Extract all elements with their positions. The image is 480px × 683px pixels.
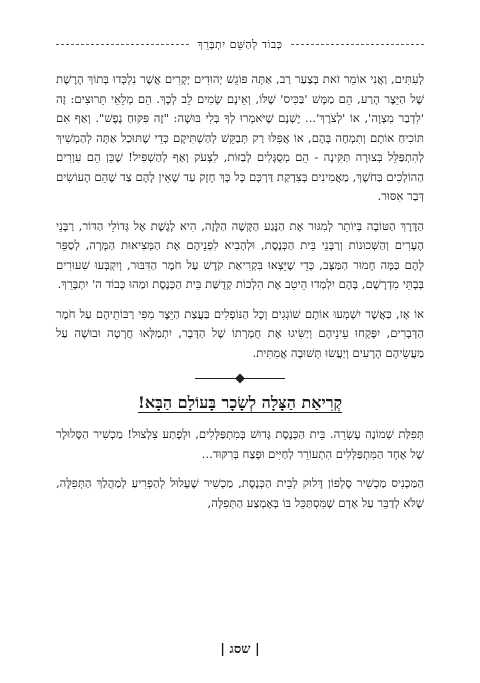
section-paragraph-2: הַמַּכְנִיס מַכְשִׁיר סֶלְפוֹן דָּלוּק לְבֵית הַכְּנֶסֶת, מַכְשִׁיר שֶׁעָלוּל לְהַפְרִיעַ לְמַהֲלַךְ הַתְּפִלָּה, שֶׁלֹּא לְדַבֵּר עַל אָדָם שֶׁמִּסְתַּכֵּל בּוֹ בְּאֶמְצַע הַתְּפִלָּה, [56, 476, 424, 510]
divider-diamond-icon [235, 374, 245, 384]
running-header [56, 38, 424, 51]
section-heading: קְרִיאַת הַצָּלָה לְשָׂכָר בָּעוֹלָם הַבָּא! [137, 393, 343, 412]
page-body [56, 70, 424, 523]
paragraph-3: אוֹ אָז, כַּאֲשֶׁר יִשְׁמְעוּ אוֹתָם שׁוֹגְגִים וְכָל הַנּוֹפְלִים בַּעֲצַת הַיֵּצֶר מִפִּי רַבּוֹתֵיהֶם עַל חֹמֶר הַדְּבָרִים, יִפָּקְחוּ עֵינֵיהֶם וְיַשִּׂיגוּ אֶת חֻמְרָתוֹ שֶׁל הַדָּבָר, יִתְמַלְּאוּ חֲרָטָה וּבוּשָׁה עַל מַעֲשֵׂיהֶם הָרָעִים וְיַעֲשׂוּ תְּשׁוּבָה אֲמִתִּית. [56, 306, 424, 360]
page [56, 0, 424, 683]
paragraph-2: הַדֶּרֶךְ הַטּוֹבָה בְּיוֹתֵר לְמִגּוּר אֶת הַנֶּגַע הַקָּשֶׁה הַלָּזֶה, הִיא לָגֶשֶׁת אֶל גְּדוֹלֵי הַדּוֹר, רַבָּנֵי הֶעָרִים וְהַשְּׁכוּנוֹת וְרַבָּנֵי בֵּית הַכְּנֶסֶת, וּלְהָבִיא לִפְנֵיהֶם אֶת הַמְּצִיאוּת הַמָּרָה, לְסַפֵּר לָהֶם כַּמָּה חָמוּר הַמַּצָּב, כְּדֵי שֶׁיֵּצְאוּ בִּקְרִיאַת קֹדֶשׁ עַל חֹמֶר הַדִּבּוּר, וְיִקְבְּעוּ שִׁעוּרִים בְּבָתֵּי מִדְרָשָׁם, בָּהֶם יִלְמְדוּ הֵיטֵב אֶת הִלְכוֹת קְדֻשַּׁת בֵּית הַכְּנֶסֶת וּמַהוּ כְּבוֹד ה' יִתְבָּרֵךְ. [56, 218, 424, 291]
paragraph-1: לְעִתִּים, וַאֲנִי אוֹמֵר זֹאת בְּצַעַר רַב, אַתָּה פּוֹגֵשׁ יְהוּדִים יְקָרִים אֲשֶׁר נִלְכְּדוּ בְּתוֹךְ הָרֶשֶׁת שֶׁל הַיֵּצֶר הָרַע, הֵם מַמָּשׁ 'בַּכִּיס' שֶׁלּוֹ, וְאֵינָם שָׂמִים לֵב לְכָךְ. הֵם מְלֵאֵי תֵּרוּצִים: זֶה 'לִדְבַר מִצְוָה', אוֹ 'לְצֹרֶךְ'... יֶשְׁנָם שֶׁיֹּאמְרוּ לְךָ בְּלִי בּוּשָׁה: "זֶה פִּקּוּחַ נֶפֶשׁ". וְאַף אִם תּוֹכִיחַ אוֹתָם וְתִמְחֶה בָּהֶם, אוֹ אֲפִלּוּ רַק תְּבַקֵּשׁ לְהַשְׁתִּיקָם כְּדֵי שֶׁתּוּכַל אַתָּה לְהַמְשִׁיךְ לְהִתְפַּלֵּל בְּצוּרָה תַּקִּינָה - הֵם מְסֻגָּלִים לְבַזּוֹת, לִצְעֹק וְאַף לְהַשְׁפִּיל! שֶׁכֵּן הֵם עִוְרִים הַהוֹלְכִים בַּחֹשֶׁךְ, מַאֲמִינִים בְּצִדְקַת דַּרְכָּם כָּל כָּךְ חָזָק עַד שֶׁאֵין לָהֶם צַד שֶׁהֵם הָעוֹשִׂים דְּבַר אִסּוּר. [56, 72, 424, 203]
page-number: | שסג | [220, 642, 260, 657]
header-rule-left [56, 44, 189, 45]
section-paragraph-1: תְּפִלַּת שְׁמוֹנֶה עֶשְׂרֵה. בֵּית הַכְּנֶסֶת גָּדוּשׁ בְּמִתְפַּלְּלִים, וּלְפֶתַע צִלְצוּל! מַכְשִׁיר הַסֶּלוּלָר שֶׁל אֶחָד הַמִּתְפַּלְּלִים הִתְעוֹרֵר לְחַיִּים וּפָצַח בְּרִקּוּד... [56, 427, 424, 461]
header-title: כְּבוֹד לְהַשֵּׁם יִתְבָּרֵךְ [197, 38, 283, 51]
header-rule-right [291, 44, 424, 45]
section-divider [195, 375, 285, 383]
